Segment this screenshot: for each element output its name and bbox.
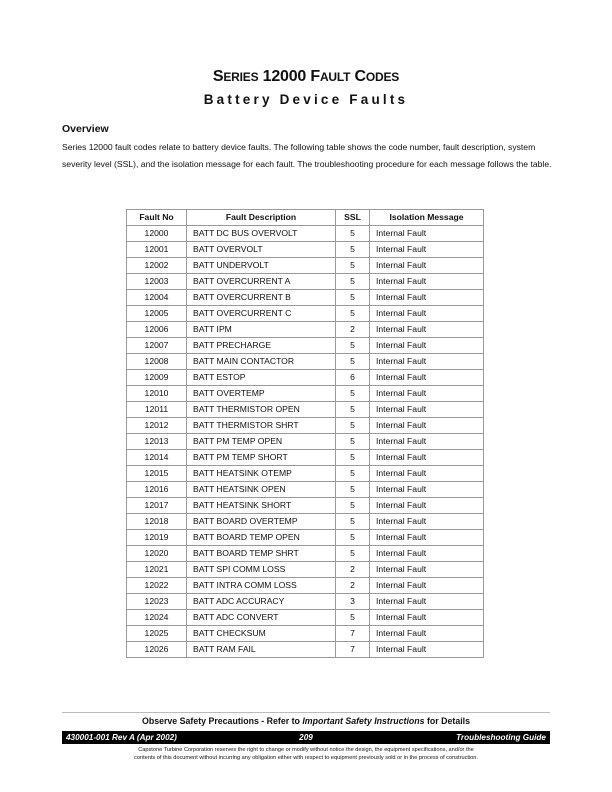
fault-number-cell: 12005 (127, 306, 187, 322)
ssl-cell: 5 (336, 306, 370, 322)
ssl-cell: 5 (336, 530, 370, 546)
isolation-message-cell: Internal Fault (370, 450, 484, 466)
ssl-cell: 7 (336, 626, 370, 642)
isolation-message-cell: Internal Fault (370, 498, 484, 514)
fault-description-cell: BATT MAIN CONTACTOR (187, 354, 336, 370)
footer-bar (62, 731, 550, 744)
isolation-message-cell: Internal Fault (370, 370, 484, 386)
fault-number-cell: 12014 (127, 450, 187, 466)
safety-instructions-reference: Important Safety Instructions (302, 716, 425, 726)
table-row (127, 290, 484, 306)
footer-divider (62, 712, 550, 713)
table-row (127, 306, 484, 322)
fault-number-cell: 12025 (127, 626, 187, 642)
table-row (127, 322, 484, 338)
fault-codes-table (126, 209, 484, 658)
isolation-message-cell: Internal Fault (370, 434, 484, 450)
ssl-cell: 3 (336, 594, 370, 610)
safety-notice: Observe Safety Precautions - Refer to Important Safety Instructions for Details (141, 716, 471, 726)
fault-number-cell: 12007 (127, 338, 187, 354)
fault-description-cell: BATT CHECKSUM (187, 626, 336, 642)
ssl-cell: 5 (336, 338, 370, 354)
fault-description-cell: BATT OVERCURRENT A (187, 274, 336, 290)
isolation-message-cell: Internal Fault (370, 338, 484, 354)
ssl-cell: 5 (336, 466, 370, 482)
table-row (127, 514, 484, 530)
ssl-cell: 5 (336, 386, 370, 402)
isolation-message-cell: Internal Fault (370, 226, 484, 242)
fault-description-cell: BATT BOARD TEMP OPEN (187, 530, 336, 546)
page-title: SERIES 12000 FAULT CODES (212, 68, 400, 85)
isolation-message-cell: Internal Fault (370, 274, 484, 290)
table-row (127, 578, 484, 594)
fault-description-cell: BATT OVERTEMP (187, 386, 336, 402)
fault-description-cell: BATT PRECHARGE (187, 338, 336, 354)
isolation-message-cell: Internal Fault (370, 306, 484, 322)
fault-description-cell: BATT THERMISTOR SHRT (187, 418, 336, 434)
table-row (127, 466, 484, 482)
page-number: 209 (299, 733, 313, 742)
fault-description-cell: BATT UNDERVOLT (187, 258, 336, 274)
fault-number-cell: 12002 (127, 258, 187, 274)
isolation-message-cell: Internal Fault (370, 242, 484, 258)
table-row (127, 242, 484, 258)
table-row (127, 626, 484, 642)
fault-number-cell: 12015 (127, 466, 187, 482)
isolation-message-cell: Internal Fault (370, 386, 484, 402)
fault-description-cell: BATT PM TEMP SHORT (187, 450, 336, 466)
isolation-message-cell: Internal Fault (370, 258, 484, 274)
table-row (127, 402, 484, 418)
ssl-cell: 5 (336, 274, 370, 290)
ssl-cell: 5 (336, 482, 370, 498)
fault-number-cell: 12013 (127, 434, 187, 450)
fault-number-cell: 12003 (127, 274, 187, 290)
isolation-message-cell: Internal Fault (370, 354, 484, 370)
table-row (127, 226, 484, 242)
fault-description-cell: BATT HEATSINK SHORT (187, 498, 336, 514)
isolation-message-cell: Internal Fault (370, 322, 484, 338)
ssl-cell: 5 (336, 402, 370, 418)
fault-number-cell: 12019 (127, 530, 187, 546)
table-row (127, 354, 484, 370)
ssl-cell: 6 (336, 370, 370, 386)
ssl-cell: 5 (336, 514, 370, 530)
fault-number-cell: 12006 (127, 322, 187, 338)
isolation-message-cell: Internal Fault (370, 546, 484, 562)
isolation-message-cell: Internal Fault (370, 290, 484, 306)
isolation-message-cell: Internal Fault (370, 610, 484, 626)
isolation-message-cell: Internal Fault (370, 418, 484, 434)
overview-paragraph: Series 12000 fault codes relate to battery device faults. The following table shows the code number, fault description, system severity level (SSL), and the isolation message for each fault. The troubleshooting procedure for each message follows the table. (62, 142, 552, 169)
fault-number-cell: 12012 (127, 418, 187, 434)
isolation-message-cell: Internal Fault (370, 578, 484, 594)
isolation-message-cell: Internal Fault (370, 482, 484, 498)
fault-description-cell: BATT RAM FAIL (187, 642, 336, 658)
table-row (127, 594, 484, 610)
table-row (127, 274, 484, 290)
table-row (127, 434, 484, 450)
table-row (127, 642, 484, 658)
table-row (127, 498, 484, 514)
column-header-fault-no: Fault No (127, 210, 187, 226)
table-row (127, 338, 484, 354)
fault-number-cell: 12017 (127, 498, 187, 514)
ssl-cell: 5 (336, 498, 370, 514)
ssl-cell: 2 (336, 578, 370, 594)
ssl-cell: 5 (336, 258, 370, 274)
fault-number-cell: 12023 (127, 594, 187, 610)
fault-number-cell: 12011 (127, 402, 187, 418)
ssl-cell: 5 (336, 418, 370, 434)
fault-number-cell: 12016 (127, 482, 187, 498)
ssl-cell: 5 (336, 546, 370, 562)
fault-description-cell: BATT INTRA COMM LOSS (187, 578, 336, 594)
fault-description-cell: BATT OVERVOLT (187, 242, 336, 258)
isolation-message-cell: Internal Fault (370, 562, 484, 578)
isolation-message-cell: Internal Fault (370, 402, 484, 418)
table-row (127, 482, 484, 498)
isolation-message-cell: Internal Fault (370, 626, 484, 642)
ssl-cell: 5 (336, 242, 370, 258)
table-row (127, 418, 484, 434)
fault-description-cell: BATT PM TEMP OPEN (187, 434, 336, 450)
fault-description-cell: BATT DC BUS OVERVOLT (187, 226, 336, 242)
fault-description-cell: BATT HEATSINK OTEMP (187, 466, 336, 482)
fault-description-cell: BATT SPI COMM LOSS (187, 562, 336, 578)
table-row (127, 370, 484, 386)
fault-description-cell: BATT BOARD TEMP SHRT (187, 546, 336, 562)
fault-number-cell: 12026 (127, 642, 187, 658)
table-row (127, 610, 484, 626)
overview-heading: Overview (62, 123, 109, 135)
ssl-cell: 5 (336, 354, 370, 370)
fault-description-cell: BATT BOARD OVERTEMP (187, 514, 336, 530)
fault-number-cell: 12008 (127, 354, 187, 370)
isolation-message-cell: Internal Fault (370, 466, 484, 482)
fault-description-cell: BATT ADC CONVERT (187, 610, 336, 626)
ssl-cell: 5 (336, 290, 370, 306)
isolation-message-cell: Internal Fault (370, 530, 484, 546)
fault-description-cell: BATT ADC ACCURACY (187, 594, 336, 610)
fault-number-cell: 12009 (127, 370, 187, 386)
ssl-cell: 5 (336, 610, 370, 626)
ssl-cell: 5 (336, 450, 370, 466)
fault-number-cell: 12000 (127, 226, 187, 242)
ssl-cell: 7 (336, 642, 370, 658)
fault-number-cell: 12018 (127, 514, 187, 530)
fault-number-cell: 12022 (127, 578, 187, 594)
document-number: 430001-001 Rev A (Apr 2002) (66, 733, 177, 742)
fault-description-cell: BATT OVERCURRENT C (187, 306, 336, 322)
fault-number-cell: 12004 (127, 290, 187, 306)
table-body (127, 226, 484, 658)
legal-disclaimer: Capstone Turbine Corporation reserves the right to change or modify without notice the design, the equipment specifications, and/or the contents of this document without incurring any obligation either with respect to equipment previously sold or in the process of construction. (134, 747, 478, 761)
column-header-fault-description: Fault Description (187, 210, 336, 226)
ssl-cell: 2 (336, 562, 370, 578)
table-row (127, 562, 484, 578)
isolation-message-cell: Internal Fault (370, 514, 484, 530)
fault-number-cell: 12024 (127, 610, 187, 626)
guide-name: Troubleshooting Guide (456, 733, 546, 742)
fault-number-cell: 12010 (127, 386, 187, 402)
fault-number-cell: 12001 (127, 242, 187, 258)
table-row (127, 450, 484, 466)
ssl-cell: 2 (336, 322, 370, 338)
fault-number-cell: 12020 (127, 546, 187, 562)
fault-number-cell: 12021 (127, 562, 187, 578)
column-header-ssl: SSL (336, 210, 370, 226)
table-row (127, 546, 484, 562)
fault-description-cell: BATT HEATSINK OPEN (187, 482, 336, 498)
fault-description-cell: BATT THERMISTOR OPEN (187, 402, 336, 418)
fault-description-cell: BATT IPM (187, 322, 336, 338)
table-row (127, 386, 484, 402)
isolation-message-cell: Internal Fault (370, 594, 484, 610)
isolation-message-cell: Internal Fault (370, 642, 484, 658)
table-row (127, 530, 484, 546)
table-row (127, 258, 484, 274)
page-subtitle: Battery Device Faults (203, 92, 409, 107)
table-header-row (127, 210, 484, 226)
fault-description-cell: BATT ESTOP (187, 370, 336, 386)
ssl-cell: 5 (336, 226, 370, 242)
column-header-isolation-message: Isolation Message (370, 210, 484, 226)
ssl-cell: 5 (336, 434, 370, 450)
fault-description-cell: BATT OVERCURRENT B (187, 290, 336, 306)
